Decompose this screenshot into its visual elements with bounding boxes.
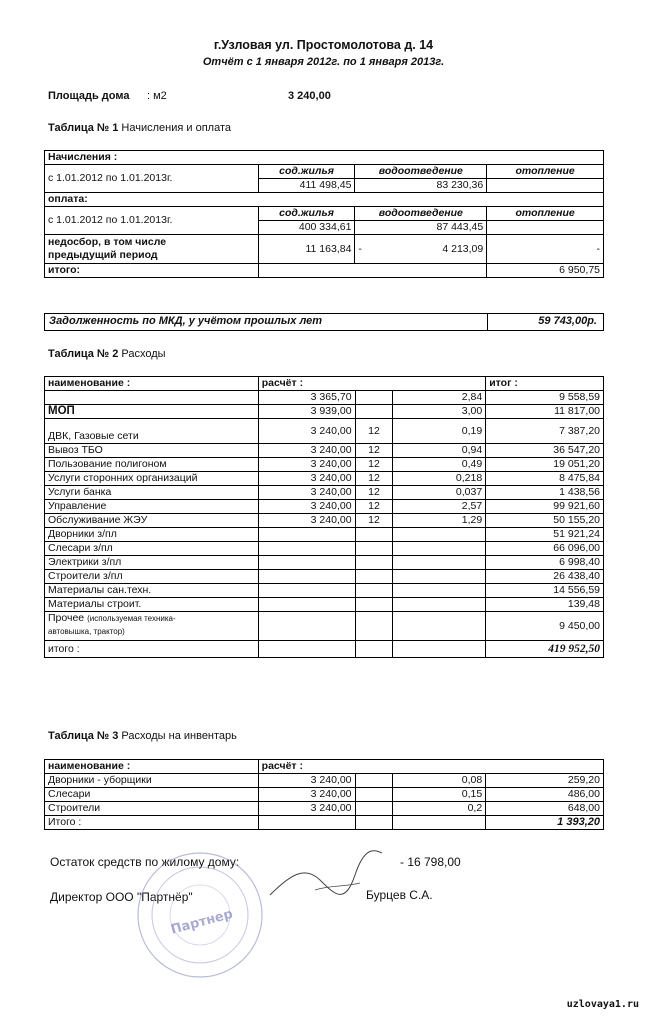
t2-cell-a: 3 365,70 (258, 391, 355, 405)
col-housing: сод.жилья (258, 165, 355, 179)
t2-cell-d: 99 921,60 (486, 500, 604, 514)
t2-cell-name: Материалы строит. (45, 598, 259, 612)
t2-cell-c: 2,84 (393, 391, 486, 405)
t3-total-label: Итого : (45, 816, 259, 830)
payment-period: с 1.01.2012 по 1.01.2013г. (45, 207, 259, 235)
payment-housing: 400 334,61 (258, 221, 355, 235)
table-row (45, 500, 604, 514)
table3-caption-number: Таблица № 3 (48, 730, 119, 742)
t2-other-c (393, 612, 486, 641)
table-row (45, 542, 604, 556)
t2-cell-c: 3,00 (393, 405, 486, 419)
t2-cell-a: 3 240,00 (258, 458, 355, 472)
t2-cell-d: 1 438,56 (486, 486, 604, 500)
t2-cell-d: 50 155,20 (486, 514, 604, 528)
t2-cell-b: 12 (355, 444, 393, 458)
table-row (45, 802, 604, 816)
t2-cell-c (393, 556, 486, 570)
t2-cell-c: 0,218 (393, 472, 486, 486)
t2-cell-d: 139,48 (486, 598, 604, 612)
table-row (45, 556, 604, 570)
report-period: Отчёт с 1 января 2012г. по 1 января 2013г. (202, 56, 445, 68)
shortfall-drainage (355, 235, 487, 264)
t2-cell-name: Управление (45, 500, 259, 514)
col-drainage: водоотведение (355, 207, 487, 221)
table-row (45, 405, 604, 419)
table-row (45, 235, 604, 264)
t2-cell-b (355, 570, 393, 584)
debt-divider (487, 314, 488, 330)
table-row (45, 760, 604, 774)
t2-cell-name: Строители з/пл (45, 570, 259, 584)
t2-other-note2: автовышка, трактор) (48, 627, 125, 636)
t2-total-value: 419 952,50 (486, 641, 604, 658)
t2-other-a (258, 612, 355, 641)
table-charges-payments (44, 150, 604, 278)
t3-cell-d: 648,00 (486, 802, 604, 816)
shortfall-label-line1: недосбор, в том числе (48, 236, 167, 248)
website-watermark: uzlovaya1.ru (566, 999, 639, 1010)
shortfall-drainage-value: 4 213,09 (442, 242, 484, 255)
t2-cell-a: 3 939,00 (258, 405, 355, 419)
t2-total-c (393, 641, 486, 658)
t2-other-b (355, 612, 393, 641)
t2-cell-d: 14 556,59 (486, 584, 604, 598)
t2-cell-a (258, 598, 355, 612)
t2-cell-a (258, 542, 355, 556)
t2-cell-name (45, 391, 259, 405)
t2-cell-c: 0,19 (393, 419, 486, 444)
t2-cell-c (393, 542, 486, 556)
director-title: Директор ООО "Партнёр" (50, 890, 193, 904)
balance-label: Остаток средств по жилому дому: (50, 855, 240, 869)
t2-cell-name: Вывоз ТБО (45, 444, 259, 458)
t2-cell-a (258, 570, 355, 584)
t2-cell-name: Пользование полигоном (45, 458, 259, 472)
table1-caption-number: Таблица № 1 (48, 122, 119, 134)
t2-cell-name: Услуги сторонних организаций (45, 472, 259, 486)
t2-cell-d: 36 547,20 (486, 444, 604, 458)
table3-caption-text: Расходы на инвентарь (121, 730, 237, 742)
t3-cell-d: 486,00 (486, 788, 604, 802)
table1-caption (48, 122, 231, 134)
shortfall-label-line2: предыдущий период (48, 249, 158, 261)
t2-cell-b (355, 391, 393, 405)
document-address: г.Узловая ул. Простомолотова д. 14 (213, 38, 434, 52)
table-row (45, 788, 604, 802)
t3-total-b (355, 816, 393, 830)
t3-cell-empty (355, 788, 393, 802)
t2-cell-a: 3 240,00 (258, 486, 355, 500)
t3-cell-c: 0,2 (393, 802, 486, 816)
t2-cell-c: 0,037 (393, 486, 486, 500)
col-heating: отопление (487, 207, 604, 221)
t2-cell-c (393, 598, 486, 612)
t2-cell-c (393, 570, 486, 584)
t2-cell-b: 12 (355, 419, 393, 444)
table-row (45, 264, 604, 278)
t2-cell-c (393, 528, 486, 542)
table-row (45, 584, 604, 598)
table1-total-value: 6 950,75 (487, 264, 604, 278)
table-row (45, 165, 604, 179)
t2-other-label: Прочее (48, 612, 85, 624)
table-row (45, 444, 604, 458)
t2-header-total: итог : (486, 377, 604, 391)
t3-total-value: 1 393,20 (486, 816, 604, 830)
t2-total-label: итого : (45, 641, 259, 658)
debt-box (44, 313, 604, 331)
t2-cell-d: 11 817,00 (486, 405, 604, 419)
t3-cell-a: 3 240,00 (258, 774, 355, 788)
table-row (45, 419, 604, 444)
t3-total-a (258, 816, 355, 830)
shortfall-dash: - (358, 242, 362, 255)
t2-cell-a (258, 584, 355, 598)
t3-header-name: наименование : (45, 760, 259, 774)
seal-text: Партнер (169, 906, 235, 938)
t2-header-name: наименование : (45, 377, 259, 391)
t3-cell-name: Дворники - уборщики (45, 774, 259, 788)
t2-cell-name: Слесари з/пл (45, 542, 259, 556)
t3-cell-empty (355, 774, 393, 788)
t2-other-note1: (используемая техника- (87, 614, 176, 623)
t2-cell-b (355, 542, 393, 556)
balance-value: - 16 798,00 (400, 855, 461, 869)
t2-cell-c (393, 584, 486, 598)
t2-cell-d: 51 921,24 (486, 528, 604, 542)
t2-total-a (258, 641, 355, 658)
table-row (45, 151, 604, 165)
t2-cell-d: 8 475,84 (486, 472, 604, 486)
t3-cell-name: Слесари (45, 788, 259, 802)
t2-cell-c: 1,29 (393, 514, 486, 528)
col-heating: отопление (487, 165, 604, 179)
table-row (45, 472, 604, 486)
table1-total-empty (258, 264, 487, 278)
t3-total-c (393, 816, 486, 830)
company-seal (135, 850, 265, 980)
charges-heating (487, 179, 604, 193)
t2-cell-d: 19 051,20 (486, 458, 604, 472)
t2-cell-name: МОП (45, 405, 259, 419)
table2-caption (48, 348, 166, 360)
t2-cell-c: 2,57 (393, 500, 486, 514)
table-row (45, 458, 604, 472)
t3-cell-a: 3 240,00 (258, 788, 355, 802)
payment-label: оплата: (45, 193, 604, 207)
t2-cell-name: Дворники з/пл (45, 528, 259, 542)
director-name: Бурцев С.А. (366, 888, 433, 902)
t2-cell-b: 12 (355, 514, 393, 528)
table-row (45, 528, 604, 542)
t2-other-name (45, 612, 259, 641)
table-row (45, 598, 604, 612)
table3-caption (48, 730, 237, 742)
debt-label: Задолженность по МКД, у учётом прошлых лет (49, 315, 323, 327)
t2-cell-b (355, 584, 393, 598)
table-row (45, 514, 604, 528)
area-label: Площадь дома (48, 90, 130, 102)
t2-cell-a: 3 240,00 (258, 419, 355, 444)
table-row (45, 377, 604, 391)
table-row (45, 774, 604, 788)
t2-cell-a: 3 240,00 (258, 444, 355, 458)
table1-caption-text: Начисления и оплата (121, 122, 231, 134)
table-row (45, 641, 604, 658)
t2-cell-b: 12 (355, 458, 393, 472)
charges-drainage: 83 230,36 (355, 179, 487, 193)
t2-cell-d: 26 438,40 (486, 570, 604, 584)
shortfall-heating: - (487, 235, 604, 264)
t3-cell-d: 259,20 (486, 774, 604, 788)
t2-cell-b: 12 (355, 472, 393, 486)
t2-cell-d: 9 558,59 (486, 391, 604, 405)
area-value: 3 240,00 (288, 90, 331, 102)
table-row (45, 193, 604, 207)
payment-drainage: 87 443,45 (355, 221, 487, 235)
debt-value: 59 743,00р. (538, 315, 597, 327)
t3-cell-empty (355, 802, 393, 816)
t2-cell-a: 3 240,00 (258, 472, 355, 486)
t2-cell-name: Материалы сан.техн. (45, 584, 259, 598)
shortfall-label (45, 235, 259, 264)
table-row (45, 816, 604, 830)
t2-header-calc: расчёт : (258, 377, 485, 391)
t3-header-calc: расчёт : (258, 760, 603, 774)
table2-caption-number: Таблица № 2 (48, 348, 119, 360)
area-unit: : м2 (147, 90, 167, 102)
shortfall-housing: 11 163,84 (258, 235, 355, 264)
table-row (45, 570, 604, 584)
director-signature (260, 845, 390, 915)
table-row (45, 486, 604, 500)
table-row (45, 391, 604, 405)
t2-cell-d: 7 387,20 (486, 419, 604, 444)
table-expenses (44, 376, 604, 658)
t2-cell-d: 6 998,40 (486, 556, 604, 570)
t2-cell-b: 12 (355, 486, 393, 500)
payment-heating (487, 221, 604, 235)
table2-caption-text: Расходы (121, 348, 166, 360)
t2-cell-c: 0,94 (393, 444, 486, 458)
table-row (45, 612, 604, 641)
t2-other-value: 9 450,00 (486, 612, 604, 641)
t2-cell-a: 3 240,00 (258, 514, 355, 528)
t2-cell-b (355, 598, 393, 612)
t3-cell-c: 0,15 (393, 788, 486, 802)
t2-cell-name: Услуги банка (45, 486, 259, 500)
t3-cell-a: 3 240,00 (258, 802, 355, 816)
t2-cell-a (258, 528, 355, 542)
t2-cell-a: 3 240,00 (258, 500, 355, 514)
col-drainage: водоотведение (355, 165, 487, 179)
charges-period: с 1.01.2012 по 1.01.2013г. (45, 165, 259, 193)
t2-cell-name: Обслуживание ЖЭУ (45, 514, 259, 528)
table1-total-label: итого: (45, 264, 259, 278)
table-inventory (44, 759, 604, 830)
t2-cell-b (355, 528, 393, 542)
charges-housing: 411 498,45 (258, 179, 355, 193)
t2-cell-b: 12 (355, 500, 393, 514)
t3-cell-name: Строители (45, 802, 259, 816)
t2-total-b (355, 641, 393, 658)
table-row (45, 207, 604, 221)
t2-cell-name: ДВК, Газовые сети (45, 419, 259, 444)
t2-cell-a (258, 556, 355, 570)
t3-cell-c: 0,08 (393, 774, 486, 788)
charges-label: Начисления : (45, 151, 604, 165)
t2-cell-c: 0,49 (393, 458, 486, 472)
t2-cell-b (355, 556, 393, 570)
col-housing: сод.жилья (258, 207, 355, 221)
t2-cell-d: 66 096,00 (486, 542, 604, 556)
t2-cell-b (355, 405, 393, 419)
t2-cell-name: Электрики з/пл (45, 556, 259, 570)
